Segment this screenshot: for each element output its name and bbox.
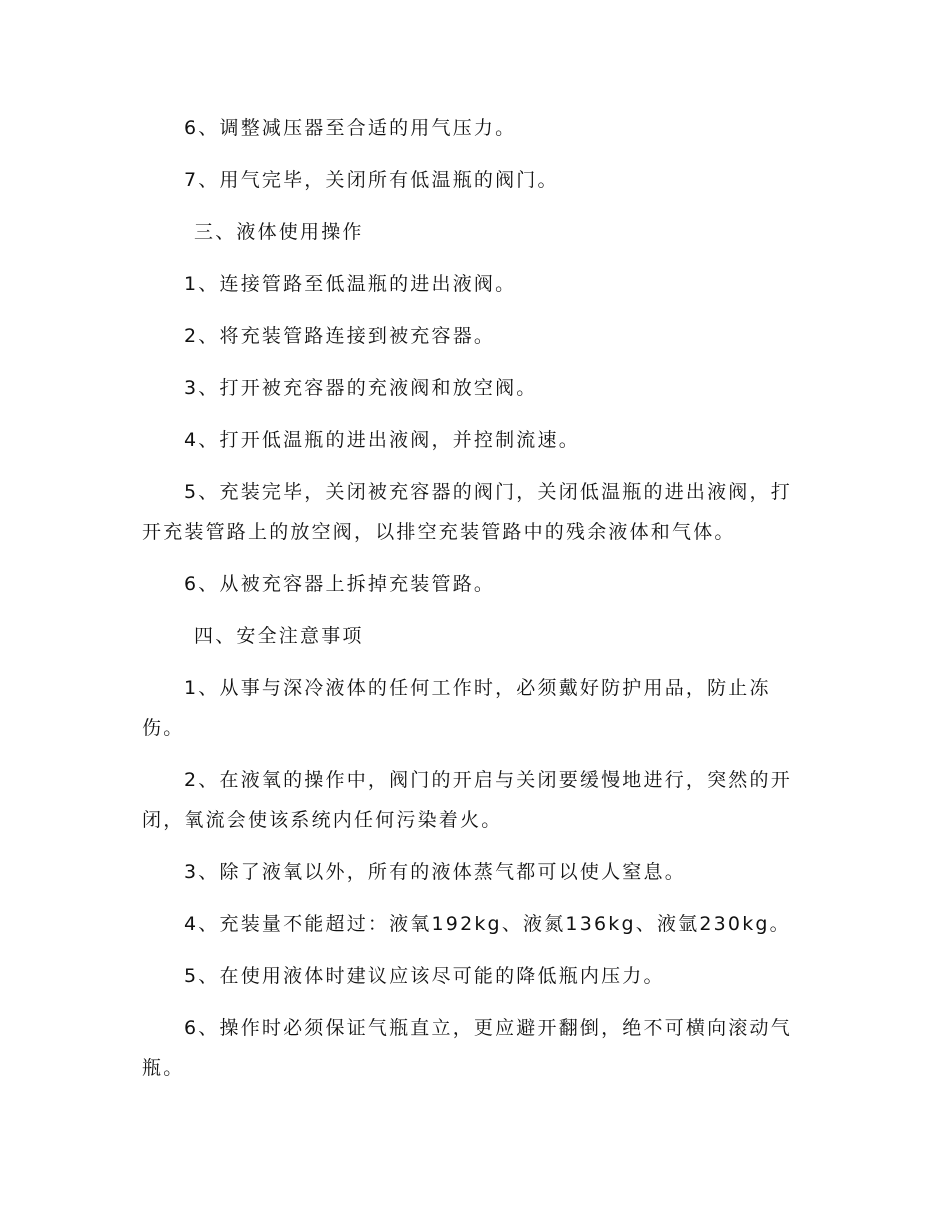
paragraph-step-6-regulator: 6、调整减压器至合适的用气压力。: [184, 117, 517, 139]
section-heading-liquid-operation: 三、液体使用操作: [194, 221, 364, 243]
paragraph-liquid-step-5: 5、充装完毕，关闭被充容器的阀门，关闭低温瓶的进出液阀，打开充装管路上的放空阀，以排空充装管路中的残余液体和气体。: [142, 481, 792, 543]
paragraph-safety-1: 1、从事与深冷液体的任何工作时，必须戴好防护用品，防止冻伤。: [142, 677, 771, 739]
paragraph-safety-3: 3、除了液氧以外，所有的液体蒸气都可以使人窒息。: [184, 861, 686, 883]
paragraph-liquid-step-6: 6、从被充容器上拆掉充装管路。: [184, 573, 496, 595]
paragraph-safety-2: 2、在液氧的操作中，阀门的开启与关闭要缓慢地进行，突然的开闭，氧流会使该系统内任何污染着火。: [142, 769, 792, 831]
paragraph-liquid-step-3: 3、打开被充容器的充液阀和放空阀。: [184, 377, 538, 399]
paragraph-safety-6: 6、操作时必须保证气瓶直立，更应避开翻倒，绝不可横向滚动气瓶。: [142, 1017, 792, 1079]
paragraph-safety-4: 4、充装量不能超过：液氧192kg、液氮136kg、液氩230kg。: [184, 913, 791, 935]
paragraph-safety-5: 5、在使用液体时建议应该尽可能的降低瓶内压力。: [184, 965, 665, 987]
paragraph-liquid-step-2: 2、将充装管路连接到被充容器。: [184, 325, 496, 347]
paragraph-liquid-step-4: 4、打开低温瓶的进出液阀，并控制流速。: [184, 429, 580, 451]
paragraph-step-7-close-valves: 7、用气完毕，关闭所有低温瓶的阀门。: [184, 169, 559, 191]
paragraph-liquid-step-1: 1、连接管路至低温瓶的进出液阀。: [184, 273, 517, 295]
section-heading-safety: 四、安全注意事项: [194, 625, 364, 647]
document-body: [142, 108, 812, 1100]
